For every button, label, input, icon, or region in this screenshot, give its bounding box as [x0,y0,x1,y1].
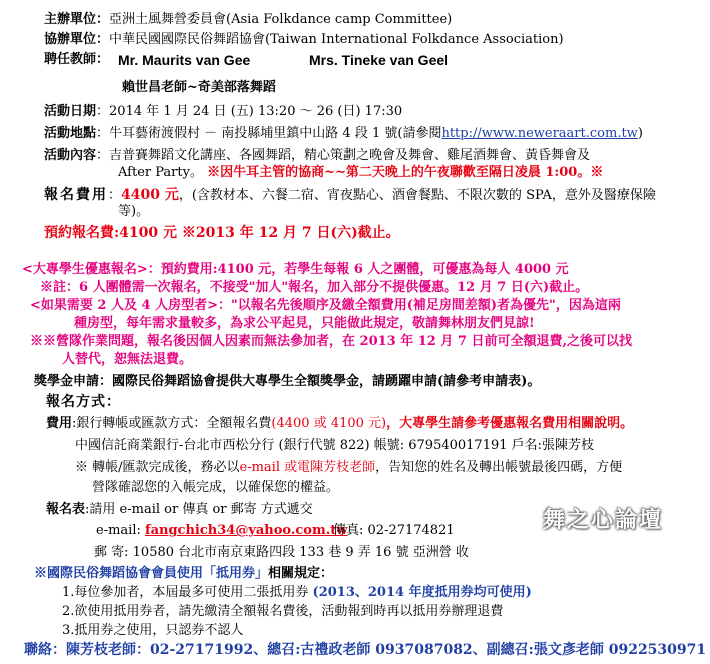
teacher-1: Mr. Maurits van Gee [118,52,251,68]
scholarship-text: ：國際民俗舞蹈協會提供大專學生全額獎學金，請踴躍申請(請參考申請表)。 [99,374,541,389]
refund-1: ※※營隊作業問題，報名後因個人因素而無法參加者，在 2013 年 12 月 7 日前可全額退費,之後可以找 [30,334,632,349]
organizer-value: 亞洲土風舞營委員會(Asia Folkdance camp Committee) [109,12,453,27]
place-value: 牛耳藝術渡假村 － 南投縣埔里鎮中山路 4 段 1 號(請參閱 [109,126,442,141]
forum-watermark: 舞之心論壇 [543,508,664,533]
mail-address: 10580 台北市南京東路四段 133 巷 9 弄 16 號 亞洲營 收 [132,545,469,560]
voucher-title-sub: 相關規定： [268,566,334,581]
notice-row-1: ※ 轉帳/匯款完成後，務必以e-mail 或電陳芳枝老師，告知您的姓名及轉出帳號最後四碼，方便 [75,460,623,475]
student-offer-2: ※註：6 人團體需一次報名，不接受"加人"報名，加入部分不提供優惠。12 月 7 日(六)截止。 [40,280,589,295]
fee-label: 報名費用 [44,187,108,203]
contact-info: 聯絡：陳芳枝老師：02-27171992、總召:古禮政老師 0937087082、副總召:張文彥老師 0922530971 [24,642,707,658]
mail-label: 郵 寄: [94,545,129,560]
co-organizer-value: 中華民國國際民俗舞蹈協會(Taiwan International Folkdance Association) [109,32,564,47]
teachers-label: 聘任教師 [44,52,97,67]
form-text: :請用 e-mail or 傳真 or 郵寄 方式遞交 [85,502,313,517]
payment-row [46,416,633,432]
fee-desc: ，(含教材本、六餐二宿、宵夜點心、酒會餐點、不限次數的 SPA，意外及醫療保險 [178,188,656,203]
content-label: 活動內容 [44,148,97,163]
student-offer-1: <大專學生優惠報名>：預約費用:4100 元，若學生每報 6 人之團體，可優惠為每人 4000 元 [22,262,569,277]
prepay-note: 預約報名費:4100 元 ※2013 年 12 月 7 日(六)截止。 [44,225,400,241]
form-row [46,502,313,518]
content-note: ※因牛耳主管的協商~~第二天晚上的午夜聯歡至隔日凌晨 1:00。※ [207,165,604,180]
mail-row [94,545,469,561]
payment-label: 費用 [46,416,73,431]
notice-row-2: 營隊確認您的入帳完成，以確保您的權益。 [92,480,340,495]
place-label: 活動地點 [44,126,97,141]
refund-2: 人替代，恕無法退費。 [62,352,193,367]
email-label: e-mail: [96,523,141,538]
form-label: 報名表 [46,502,86,517]
payment-note: ，大專學生請參考優惠報名費用相關說明。 [386,416,634,431]
email-row [96,523,347,539]
co-organizer-label: 協辦單位 [44,32,97,47]
voucher-rule-3: 3.抵用券之使用，只認券不認人 [62,623,244,638]
fee-desc-2: 等)。 [118,204,150,219]
date-value: 2014 年 1 月 24 日 (五) 13:20 ～ 26 (日) 17:30 [109,104,403,119]
voucher-title [34,566,333,582]
organizer-row: 主辦單位：亞洲土風舞營委員會(Asia Folkdance camp Committee) [44,12,453,27]
bank-info: 中國信託商業銀行-台北市西松分行 (銀行代號 822) 帳號: 679540017191 戶名:張陳芳枝 [75,438,595,453]
teacher-3: 賴世昌老師~奇美部落舞蹈 [122,80,276,95]
email-link[interactable]: fangchich34@yahoo.com.tw [145,523,348,538]
content-row: 活動內容：吉普賽舞蹈文化講座、各國舞蹈，精心策劃之晚會及舞會、雞尾酒舞會、黃昏舞會及 [44,148,591,163]
room-type-1: <如果需要 2 人及 4 人房型者>："以報名先後順序及繳全額費用(補足房間差額)者為優先"，因為這兩 [30,298,621,313]
fee-row: 報名費用：4400 元，(含教材本、六餐二宿、宵夜點心、酒會餐點、不限次數的 SPA，意外及醫療保險 [44,187,656,203]
content-line-2: After Party。 ※因牛耳主管的協商~~第二天晚上的午夜聯歡至隔日凌晨 1:00。※ [118,165,604,180]
notice-contact: e-mail 或電陳芳枝老師 [239,460,376,475]
voucher-rule-2: 2.欲使用抵用券者，請先繳清全額報名費後，活動報到時再以抵用券辦理退費 [62,604,504,619]
date-row: 活動日期：2014 年 1 月 24 日 (五) 13:20 ～ 26 (日) 17:30 [44,104,403,119]
co-organizer-row: 協辦單位：中華民國國際民俗舞蹈協會(Taiwan International Folkdance Association) [44,32,564,47]
method-label: 報名方式： [46,394,121,410]
teachers-row: 聘任教師： [44,52,110,67]
room-type-2: 種房型，每年需求量較多，為求公平起見，只能做此規定，敬請舞林朋友們見諒! [74,316,535,331]
voucher-rule-1: 1.每位參加者，本屆最多可使用二張抵用券 (2013、2014 年度抵用券均可使用) [62,585,532,600]
scholarship-label: 獎學金申請 [34,374,100,389]
scholarship-row [34,374,540,390]
voucher-rule-1-note: (2013、2014 年度抵用券均可使用) [312,585,532,600]
organizer-label: 主辦單位 [44,12,97,27]
voucher-title-main: ※國際民俗舞蹈協會會員使用「抵用券」 [34,566,269,581]
date-label: 活動日期 [44,104,97,119]
place-row: 活動地點：牛耳藝術渡假村 － 南投縣埔里鎮中山路 4 段 1 號(請參閱http://www.neweraart.com.tw) [44,126,643,141]
place-link[interactable]: http://www.neweraart.com.tw [441,126,638,141]
teacher-2: Mrs. Tineke van Geel [309,52,449,68]
fee-amount: 4400 元 [121,187,179,203]
payment-text: :銀行轉帳或匯款方式：全額報名費 [72,416,272,431]
payment-amount: (4400 或 4100 元) [271,416,387,431]
fax-info: 傳真: 02-27174821 [333,523,455,538]
content-line-1: 吉普賽舞蹈文化講座、各國舞蹈，精心策劃之晚會及舞會、雞尾酒舞會、黃昏舞會及 [109,148,591,163]
